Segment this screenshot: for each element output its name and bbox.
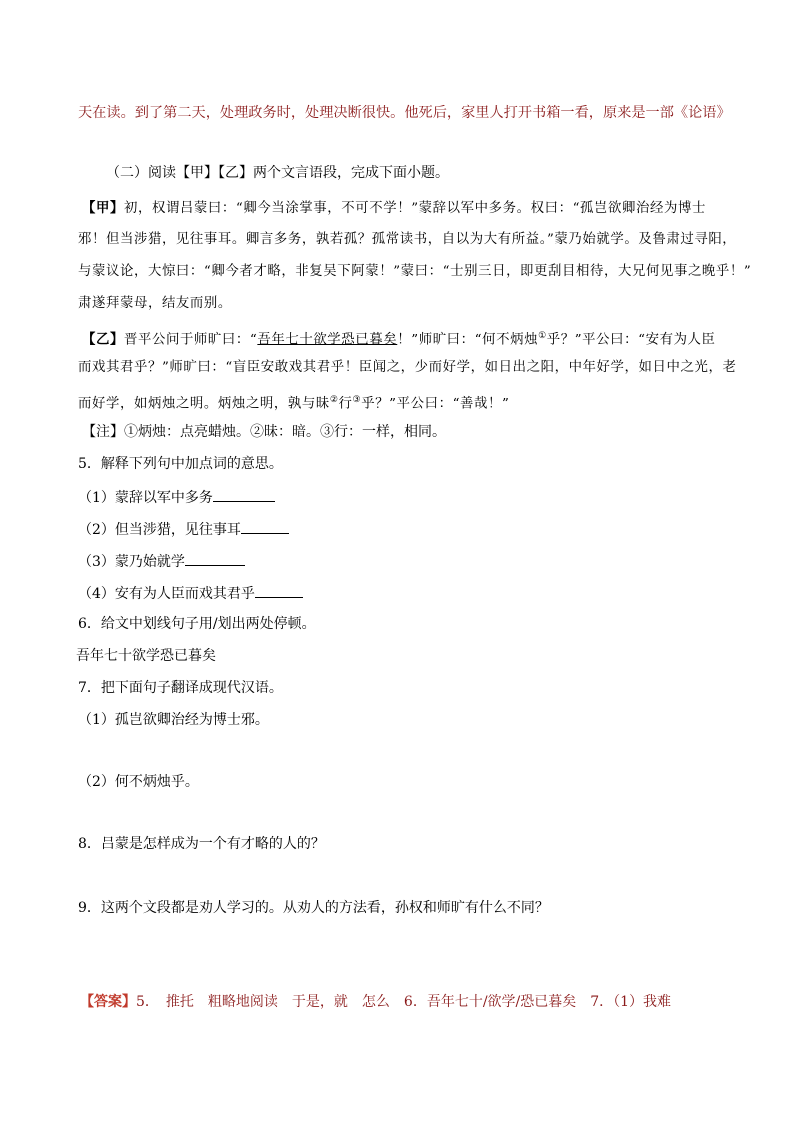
question-5-item-2: （2）但当涉猎，见往事耳 xyxy=(78,519,289,539)
question-7-item-1: （1）孤岂欲卿治经为博士邪。 xyxy=(78,712,269,728)
question-8: 8．吕蒙是怎样成为一个有才略的人的？ xyxy=(78,836,325,852)
continued-translation-line: 天在读。到了第二天，处理政务时，处理决断很快。他死后，家里人打开书箱一看，原来是一部《论语》 xyxy=(78,105,731,121)
question-5-item-3: （3）蒙乃始就学 xyxy=(78,551,245,571)
answer-blank[interactable] xyxy=(185,551,245,566)
question-9: 9．这两个文段都是劝人学习的。从劝人的方法看，孙权和师旷有什么不同？ xyxy=(78,900,549,916)
passage-yi-tag: 【乙】 xyxy=(82,331,124,348)
answer-blank[interactable] xyxy=(255,583,303,598)
answer-blank[interactable] xyxy=(213,487,275,502)
underlined-sentence: 吾年七十欲学恐已暮矣 xyxy=(257,332,398,348)
answer-tag: 【答案】 xyxy=(80,994,136,1010)
passage-jia-line-2: 邪！但当涉猎，见往事耳。卿言多务，孰若孤？孤常读书，自以为大有所益。”蒙乃始就学。及鲁肃过寻阳， xyxy=(78,232,737,247)
question-6-stem: 6．给文中划线句子用/划出两处停顿。 xyxy=(78,616,316,632)
section-intro: （二）阅读【甲】【乙】两个文言语段，完成下面小题。 xyxy=(106,165,449,181)
question-5-item-1: （1）蒙辞以军中多务 xyxy=(78,487,275,507)
question-7-stem: 7．把下面句子翻译成现代汉语。 xyxy=(78,680,283,696)
answer-text: 5． 推托 粗略地阅读 于是，就 怎么 6．吾年七十/欲学/恐已暮矣 7．（1）我难 xyxy=(136,994,672,1010)
question-5-item-4: （4）安有为人臣而戏其君乎 xyxy=(78,583,303,603)
answer-blank[interactable] xyxy=(241,519,289,534)
passage-yi-line-2: 而戏其君乎？”师旷曰：“盲臣安敢戏其君乎！臣闻之，少而好学，如日出之阳，中年好学，如日中之光，老 xyxy=(78,360,737,375)
passage-jia-line-4: 肃遂拜蒙母，结友而别。 xyxy=(78,296,232,311)
passage-jia-line-1: 【甲】初，权谓吕蒙曰：“卿今当涂掌事，不可不学！”蒙辞以军中多务。权曰：“孤岂欲卿治经为博士 xyxy=(82,200,706,216)
question-6-sentence: 吾年七十欲学恐已暮矣 xyxy=(76,648,216,664)
question-7-item-2: （2）何不炳烛乎。 xyxy=(78,774,199,790)
passage-yi-line-1: 【乙】晋平公问于师旷曰：“吾年七十欲学恐已暮矣！”师旷曰：“何不炳烛①乎？”平公曰：“安有为人臣 xyxy=(82,331,716,348)
passage-yi-line-3: 而好学，如炳烛之明。炳烛之明，孰与昧②行③乎？”平公曰：“善哉！” xyxy=(78,395,510,412)
annotation-note: 【注】①炳烛：点亮蜡烛。②昧：暗。③行：一样，相同。 xyxy=(82,424,446,440)
question-5-stem: 5．解释下列句中加点词的意思。 xyxy=(78,456,283,472)
passage-jia-line-3: 与蒙议论，大惊曰：“卿今者才略，非复吴下阿蒙！”蒙曰：“士别三日，即更刮目相待，大兄何见事之晚乎！” xyxy=(78,264,752,279)
answer-line xyxy=(80,993,671,1011)
passage-jia-tag: 【甲】 xyxy=(82,200,124,216)
